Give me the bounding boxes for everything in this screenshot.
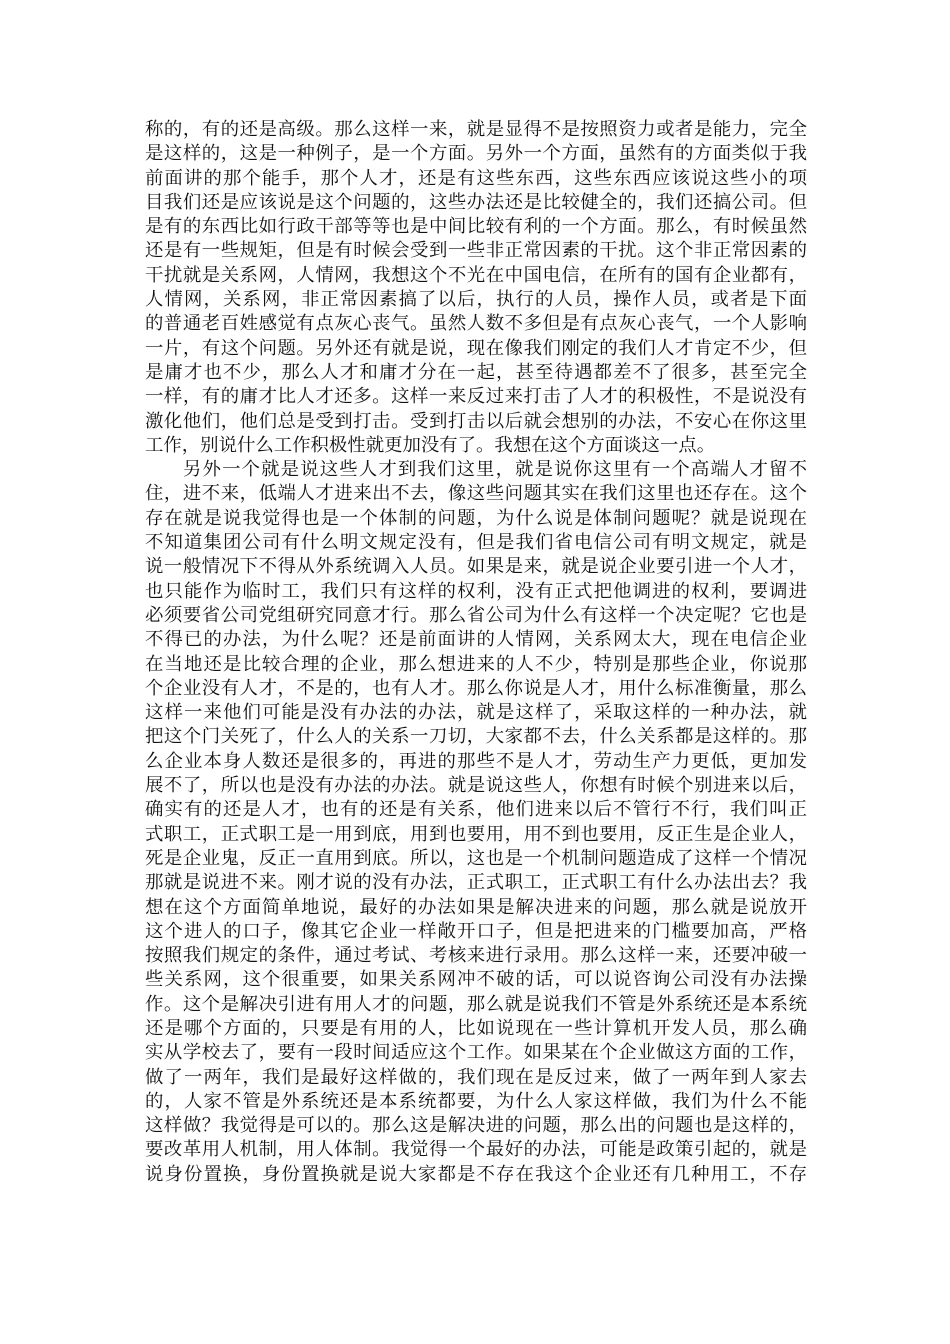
paragraph-1 [145, 118, 807, 458]
text-line: 要改革用人机制，用人体制。我觉得一个最好的办法，可能是政策引起的，就是 [145, 1139, 807, 1161]
text-line: 按照我们规定的条件，通过考试、考核来进行录用。那么这样一来，还要冲破一 [145, 945, 807, 967]
text-line: 还是有一些规矩，但是有时候会受到一些非正常因素的干扰。这个非正常因素的 [145, 240, 807, 262]
text-line: 另外一个就是说这些人才到我们这里，就是说你这里有一个高端人才留不 [183, 459, 807, 481]
text-line: 是这样的，这是一种例子，是一个方面。另外一个方面，虽然有的方面类似于我 [145, 143, 807, 165]
text-line: 工作，别说什么工作积极性就更加没有了。我想在这个方面谈这一点。 [145, 434, 716, 456]
text-line: 说身份置换，身份置换就是说大家都是不存在我这个企业还有几种用工，不存 [145, 1163, 807, 1185]
text-line: 在当地还是比较合理的企业，那么想进来的人不少，特别是那些企业，你说那 [145, 653, 807, 675]
text-line: 这个进人的口子，像其它企业一样敞开口子，但是把进来的门槛要加高，严格 [145, 920, 807, 942]
text-line: 做了一两年，我们是最好这样做的，我们现在是反过来，做了一两年到人家去 [145, 1066, 807, 1088]
document-page [145, 118, 807, 1187]
text-line: 想在这个方面简单地说，最好的办法如果是解决进来的问题，那么就是说放开 [145, 896, 807, 918]
text-line: 住，进不来，低端人才进来出不去，像这些问题其实在我们这里也还存在。这个 [145, 483, 807, 505]
text-line: 人情网，关系网，非正常因素搞了以后，执行的人员，操作人员，或者是下面 [145, 289, 807, 311]
text-line: 目我们还是应该说是这个问题的，这些办法还是比较健全的，我们还搞公司。但 [145, 191, 807, 213]
text-line: 不知道集团公司有什么明文规定没有，但是我们省电信公司有明文规定，就是 [145, 532, 807, 554]
text-line: 不得已的办法，为什么呢？还是前面讲的人情网，关系网太大，现在电信企业 [145, 629, 807, 651]
text-line: 式职工，正式职工是一用到底，用到也要用，用不到也要用，反正生是企业人， [145, 823, 807, 845]
text-line: 一片，有这个问题。另外还有就是说，现在像我们刚定的我们人才肯定不少，但 [145, 337, 807, 359]
text-line: 的普通老百姓感觉有点灰心丧气。虽然人数不多但是有点灰心丧气，一个人影响 [145, 313, 807, 335]
text-line: 存在就是说我觉得也是一个体制的问题，为什么说是体制问题呢？就是说现在 [145, 507, 807, 529]
text-line: 展不了，所以也是没有办法的办法。就是说这些人，你想有时候个别进来以后， [145, 775, 807, 797]
text-line: 必须要省公司党组研究同意才行。那么省公司为什么有这样一个决定呢？它也是 [145, 604, 807, 626]
text-line: 是庸才也不少，那么人才和庸才分在一起，甚至待遇都差不了很多，甚至完全 [145, 361, 807, 383]
text-line: 些关系网，这个很重要，如果关系网冲不破的话，可以说咨询公司没有办法操 [145, 969, 807, 991]
text-line: 死是企业鬼，反正一直用到底。所以，这也是一个机制问题造成了这样一个情况 [145, 847, 807, 869]
text-line: 激化他们，他们总是受到打击。受到打击以后就会想别的办法，不安心在你这里 [145, 410, 807, 432]
text-line: 一样，有的庸才比人才还多。这样一来反过来打击了人才的积极性，不是说没有 [145, 386, 807, 408]
text-line: 那就是说进不来。刚才说的没有办法，正式职工，正式职工有什么办法出去？我 [145, 872, 807, 894]
paragraph-2 [145, 458, 807, 1187]
text-line: 也只能作为临时工，我们只有这样的权利，没有正式把他调进的权利，要调进 [145, 580, 807, 602]
text-line: 确实有的还是人才，也有的还是有关系，他们进来以后不管行不行，我们叫正 [145, 799, 807, 821]
text-line: 的，人家不管是外系统还是本系统都要，为什么人家这样做，我们为什么不能 [145, 1090, 807, 1112]
text-line: 还是哪个方面的，只要是有用的人，比如说现在一些计算机开发人员，那么确 [145, 1017, 807, 1039]
text-line: 前面讲的那个能手，那个人才，还是有这些东西，这些东西应该说这些小的项 [145, 167, 807, 189]
text-line: 这样一来他们可能是没有办法的办法，就是这样了，采取这样的一种办法，就 [145, 702, 807, 724]
text-line: 把这个门关死了，什么人的关系一刀切，大家都不去，什么关系都是这样的。那 [145, 726, 807, 748]
text-line: 作。这个是解决引进有用人才的问题，那么就是说我们不管是外系统还是本系统 [145, 993, 807, 1015]
text-line: 实从学校去了，要有一段时间适应这个工作。如果某在个企业做这方面的工作， [145, 1042, 807, 1064]
text-line: 称的，有的还是高级。那么这样一来，就是显得不是按照资力或者是能力，完全 [145, 119, 807, 140]
text-line: 么企业本身人数还是很多的，再进的那些不是人才，劳动生产力更低，更加发 [145, 750, 807, 772]
text-line: 干扰就是关系网，人情网，我想这个不光在中国电信，在所有的国有企业都有， [145, 264, 807, 286]
text-line: 这样做？我觉得是可以的。那么这是解决进的问题，那么出的问题也是这样的， [145, 1115, 807, 1137]
text-line: 说一般情况下不得从外系统调入人员。如果是来，就是说企业要引进一个人才， [145, 556, 807, 578]
text-line: 是有的东西比如行政干部等等也是中间比较有利的一个方面。那么，有时候虽然 [145, 216, 807, 238]
text-line: 个企业没有人才，不是的，也有人才。那么你说是人才，用什么标准衡量，那么 [145, 677, 807, 699]
